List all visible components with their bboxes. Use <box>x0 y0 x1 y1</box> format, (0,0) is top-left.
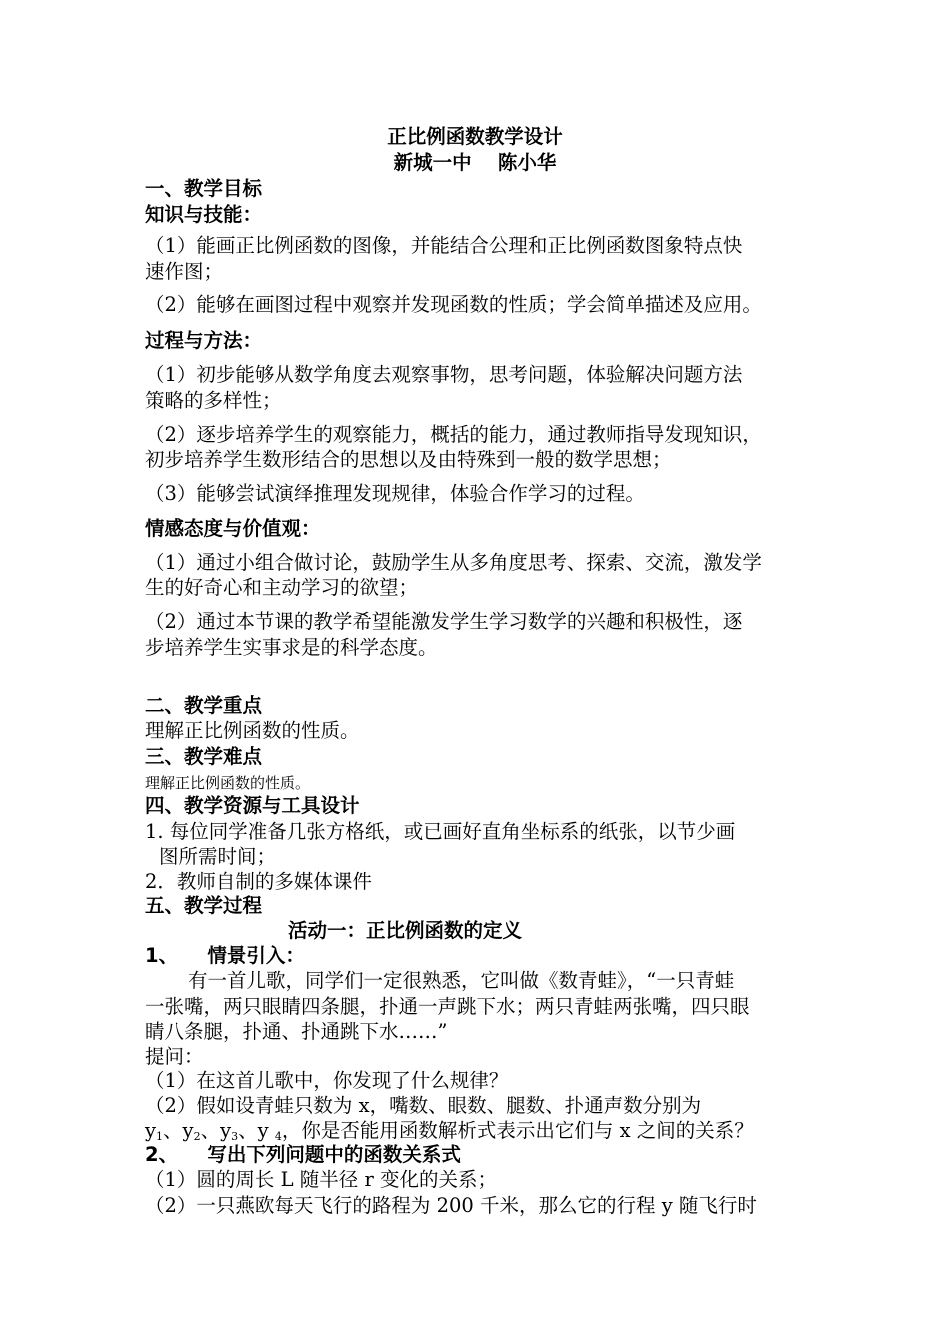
activity-heading: 活动一：正比例函数的定义 <box>288 919 523 942</box>
var-y: y <box>182 1119 194 1142</box>
doc-author: 新城一中 陈小华 <box>393 151 557 174</box>
paragraph-line: 图所需时间； <box>159 845 277 868</box>
section-heading: 二、教学重点 <box>145 694 263 717</box>
paragraph-line: 睛八条腿，扑通、扑通跳下水……” <box>145 1020 448 1043</box>
section-heading: 五、教学过程 <box>145 894 263 917</box>
paragraph-line: 有一首儿歌，同学们一定很熟悉，它叫做《数青蛙》，“一只青蛙 <box>188 969 735 992</box>
paragraph-line: （1）能画正比例函数的图像，并能结合公理和正比例函数图象特点快 <box>145 234 743 257</box>
paragraph-line: 一张嘴，两只眼睛四条腿，扑通一声跳下水；两只青蛙两张嘴，四只眼 <box>145 995 750 1018</box>
step-heading: 2、 写出下列问题中的函数关系式 <box>145 1143 461 1166</box>
var-y: y <box>220 1119 232 1142</box>
section-heading: 一、教学目标 <box>145 177 263 200</box>
paragraph-line-small: 理解正比例函数的性质。 <box>145 774 311 792</box>
section-heading: 四、教学资源与工具设计 <box>145 794 360 817</box>
paragraph-line: 策略的多样性； <box>145 389 282 412</box>
paragraph-line: （2）通过本节课的教学希望能激发学生学习数学的兴趣和积极性，逐 <box>145 610 743 633</box>
subsection-heading: 过程与方法： <box>145 329 263 352</box>
subsection-heading: 知识与技能： <box>145 203 263 226</box>
var-separator: 、 <box>238 1119 258 1142</box>
paragraph-line: 2．教师自制的多媒体课件 <box>145 870 372 893</box>
question-line: （1）在这首儿歌中，你发现了什么规律？ <box>145 1069 509 1092</box>
var-y: y <box>257 1119 269 1142</box>
paragraph-line: 速作图； <box>145 260 224 283</box>
paragraph-line: （2）能够在画图过程中观察并发现函数的性质；学会简单描述及应用。 <box>145 293 762 316</box>
paragraph-line: 提问： <box>145 1045 204 1068</box>
var-sub: 1 <box>156 1130 164 1143</box>
var-sub: 3 <box>231 1130 239 1143</box>
doc-title: 正比例函数教学设计 <box>387 125 563 148</box>
paragraph-line: 步培养学生实事求是的科学态度。 <box>145 636 438 659</box>
paragraph-line: 生的好奇心和主动学习的欲望； <box>145 576 419 599</box>
paragraph-line: 理解正比例函数的性质。 <box>145 719 360 742</box>
section-heading: 三、教学难点 <box>145 745 263 768</box>
var-separator: 、 <box>200 1119 221 1142</box>
var-sub: 4 <box>274 1130 282 1143</box>
paragraph-line: （1）通过小组合做讨论，鼓励学生从多角度思考、探索、交流，激发学 <box>145 551 762 574</box>
question-text: ，你是否能用函数解析式表示出它们与 x 之间的关系？ <box>281 1119 754 1142</box>
question-line: （2）一只燕欧每天飞行的路程为 200 千米，那么它的行程 y 随飞行时 <box>145 1194 757 1217</box>
question-line: （1）圆的周长 L 随半径 r 变化的关系； <box>145 1168 497 1191</box>
question-line: （2）假如设青蛙只数为 x，嘴数、眼数、腿数、扑通声数分别为 <box>145 1094 702 1117</box>
var-sub: 2 <box>193 1130 201 1143</box>
var-separator: 、 <box>163 1119 183 1142</box>
paragraph-line: （2）逐步培养学生的观察能力，概括的能力，通过教师指导发现知识， <box>145 423 762 446</box>
paragraph-line: （3）能够尝试演绎推理发现规律，体验合作学习的过程。 <box>145 482 645 505</box>
subsection-heading: 情感态度与价值观： <box>145 517 321 540</box>
step-heading: 1、 情景引入： <box>145 944 305 967</box>
paragraph-line: 1. 每位同学准备几张方格纸，或已画好直角坐标系的纸张，以节少画 <box>145 820 736 843</box>
paragraph-line: 初步培养学生数形结合的思想以及由特殊到一般的数学思想； <box>145 448 672 471</box>
var-y: y <box>145 1119 157 1142</box>
paragraph-line: （1）初步能够从数学角度去观察事物，思考问题，体验解决问题方法 <box>145 363 743 386</box>
